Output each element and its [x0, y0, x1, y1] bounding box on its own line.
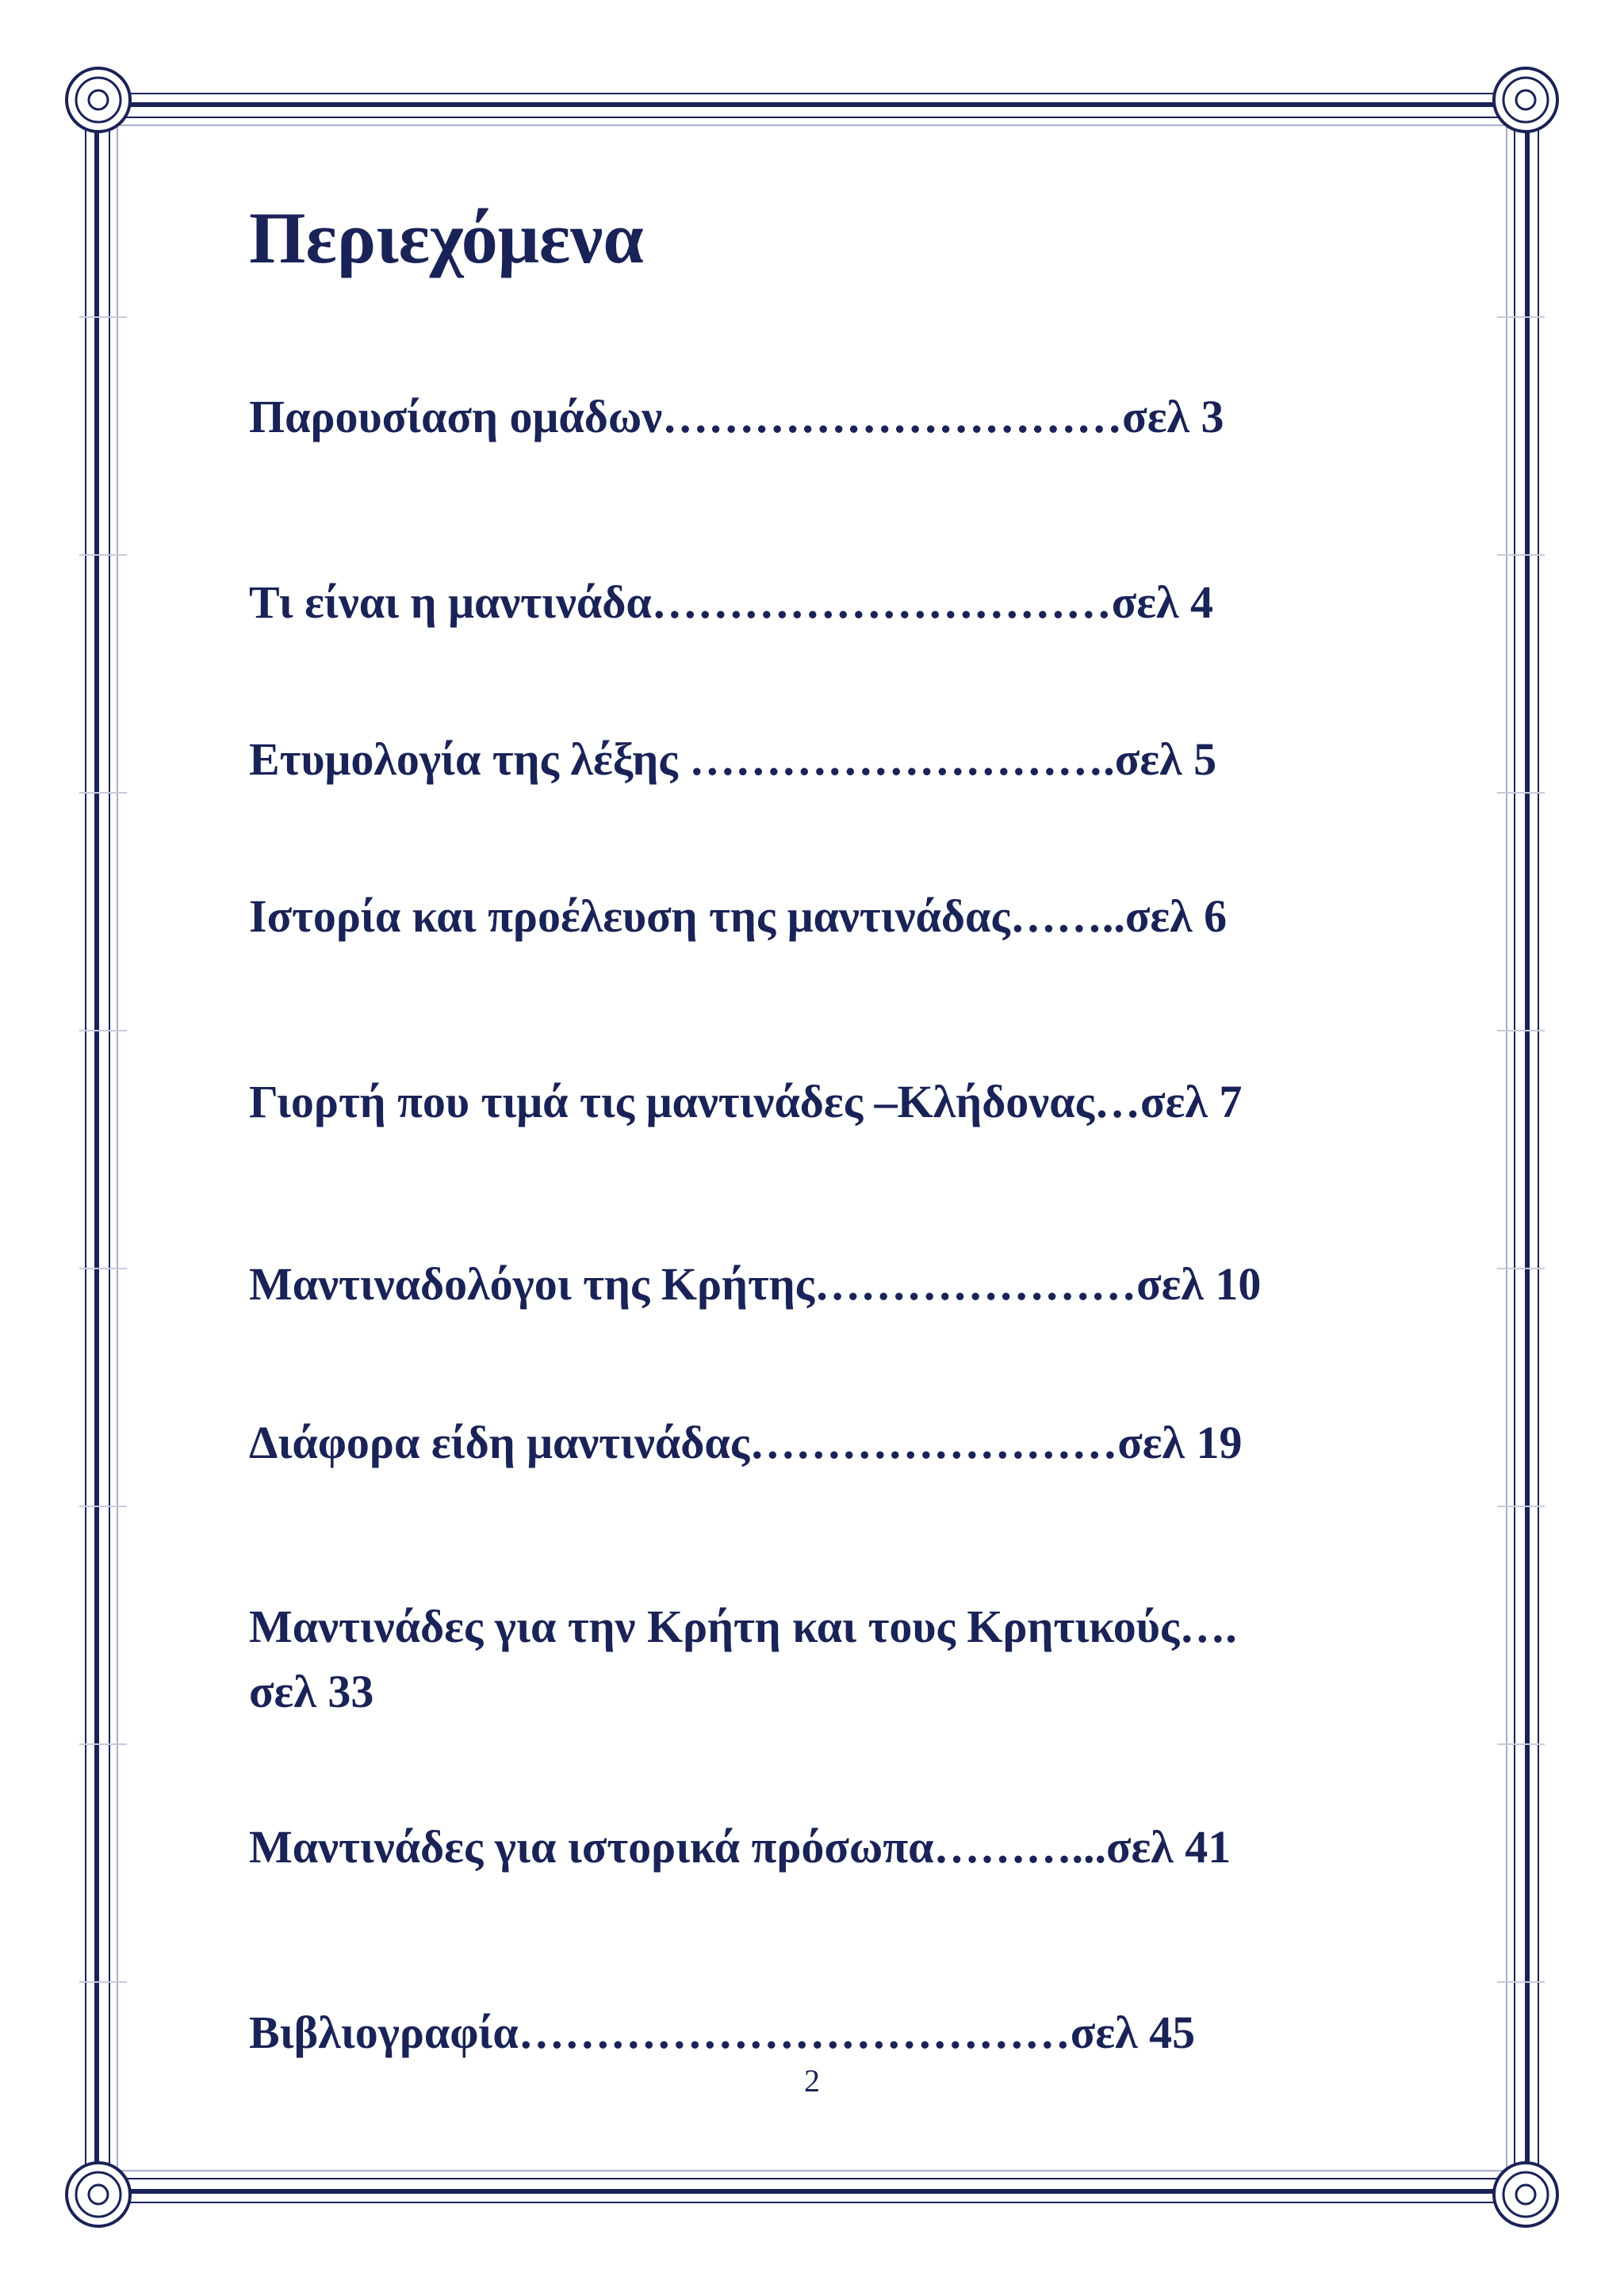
toc-entry[interactable]: Μαντιναδολόγοι της Κρήτης…………………σελ 10 [249, 1258, 1262, 1310]
toc-entry[interactable]: Παρουσίαση ομάδων…………………………σελ 3 [249, 391, 1224, 442]
toc-entry[interactable]: Γιορτή που τιμά τις μαντινάδες –Κλήδονας…σελ 7 [249, 1076, 1243, 1127]
page-title: Περιεχόμενα [249, 197, 644, 278]
toc-entry[interactable]: Τι είναι η μαντινάδα…………………………σελ 4 [249, 576, 1214, 628]
toc-entry[interactable]: Ετυμολογία της λέξης ……………………….σελ 5 [249, 733, 1217, 785]
toc-entry[interactable]: Βιβλιογραφία………………………………σελ 45 [249, 2007, 1196, 2058]
toc-entry-line: σελ 33 [249, 1666, 374, 1717]
toc-entry[interactable]: Ιστορία και προέλευση της μαντινάδας……..σελ 6 [249, 890, 1228, 942]
toc-entry-line: Μαντινάδες για την Κρήτη και τους Κρητικούς…. [249, 1601, 1237, 1652]
page-number: 2 [804, 2063, 820, 2099]
toc-entry[interactable]: Διάφορα είδη μαντινάδας……………………σελ 19 [249, 1417, 1243, 1468]
toc-entry[interactable]: Μαντινάδες για ιστορικά πρόσωπα………...σελ 41 [249, 1821, 1231, 1873]
